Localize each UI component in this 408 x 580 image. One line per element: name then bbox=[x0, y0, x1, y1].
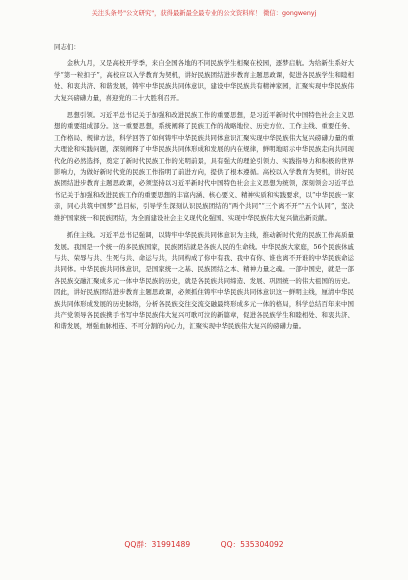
footer-qq: QQ：535304092 bbox=[220, 540, 284, 549]
salutation: 同志们： bbox=[54, 43, 80, 51]
document-body bbox=[54, 42, 354, 339]
paragraph-main-line: 抓住主线。习近平总书记强调，以铸牢中华民族共同体意识为主线，推动新时代党的民族工作高质量发展。我国是一个统一的多民族国家，民族团结就是各族人民的生命线。中华民族大家庭，56个民族休戚与共、荣辱与共、生死与共、命运与共，共同构成了你中有我、我中有你、谁也离不开谁的中华民族命运共同体。中华民族共同体意识，是国家统一之基、民族团结之本、精神力量之魂。一部中国史，就是一部各民族交融汇聚成多元一体中华民族的历史，就是各民族共同缔造、发展、巩固统一的伟大祖国的历史。因此，讲好民族团结进步教育主题思政课，必须抓住铸牢中华民族共同体意识这一鲜明主线，厘清中华民族共同体形成发展的历史脉络，分析各民族交往交流交融最终形成多元一体的格局，科学总结百年来中国共产党领导各民族携手书写中华民族伟大复兴可歌可泣的新篇章，促进各民族学生和睦相处、和衷共济、和谐发展，增强血脉相连、不可分割的向心力，汇聚实现中华民族伟大复兴的磅礴力量。 bbox=[54, 231, 354, 331]
header-banner bbox=[0, 0, 408, 24]
paragraph-thought-guidance: 思想引领。习近平总书记关于加强和改进民族工作的重要思想，是习近平新时代中国特色社会主义思想的重要组成部分。这一重要思想，系统阐释了民族工作的战略地位、历史方位、工作主线、重要任务、工作格局、规律方法，科学回答了如何铸牢中华民族共同体意识汇聚实现中华民族伟大复兴磅礴力量的重大理论和实践问题，深刻阐释了中华民族共同体形成和发展的内在规律，鲜明地昭示中华民族走向共同现代化的必然选择，奠定了新时代民族工作的光明前景，具有强大的理论引领力、实践指导力和积极的世界影响力，为做好新时代党的民族工作指明了前进方向，提供了根本遵循。高校以入学教育为契机，讲好民族团结进步教育主题思政课，必须坚持以习近平新时代中国特色社会主义思想为统领，深刻领会习近平总书记关于加强和改进民族工作的重要思想的丰富内涵、核心要义、精神实质和实践要求，以“中华民族一家亲，同心共筑中国梦”总目标，引导学生深刻认识民族团结的“两个共同”“三个离不开”“五个认同”，坚决维护国家统一和民族团结，为全面建设社会主义现代化强国、实现中华民族伟大复兴做出新贡献。 bbox=[54, 111, 354, 222]
paragraph-intro: 金秋九月，又是高校开学季，来自全国各地的不同民族学生相聚在校园，逐梦启航。为给新生系好大学“第一粒扣子”，高校应以入学教育为契机，讲好民族团结进步教育主题思政课，促进各民族学生和睦相处、和衷共济、和谐发展，铸牢中华民族共同体意识，建设中华民族共有精神家园，汇聚实现中华民族伟大复兴磅礴力量，喜迎党的二十大胜利召开。 bbox=[54, 59, 354, 102]
footer-qq-group: QQ群：31991489 bbox=[124, 540, 191, 549]
header-promo-text: 关注头条号"公文研究"，获得最新最全最专业的公文资料库！ 微信：gongwenyj bbox=[91, 10, 317, 17]
footer-contact bbox=[0, 539, 408, 550]
